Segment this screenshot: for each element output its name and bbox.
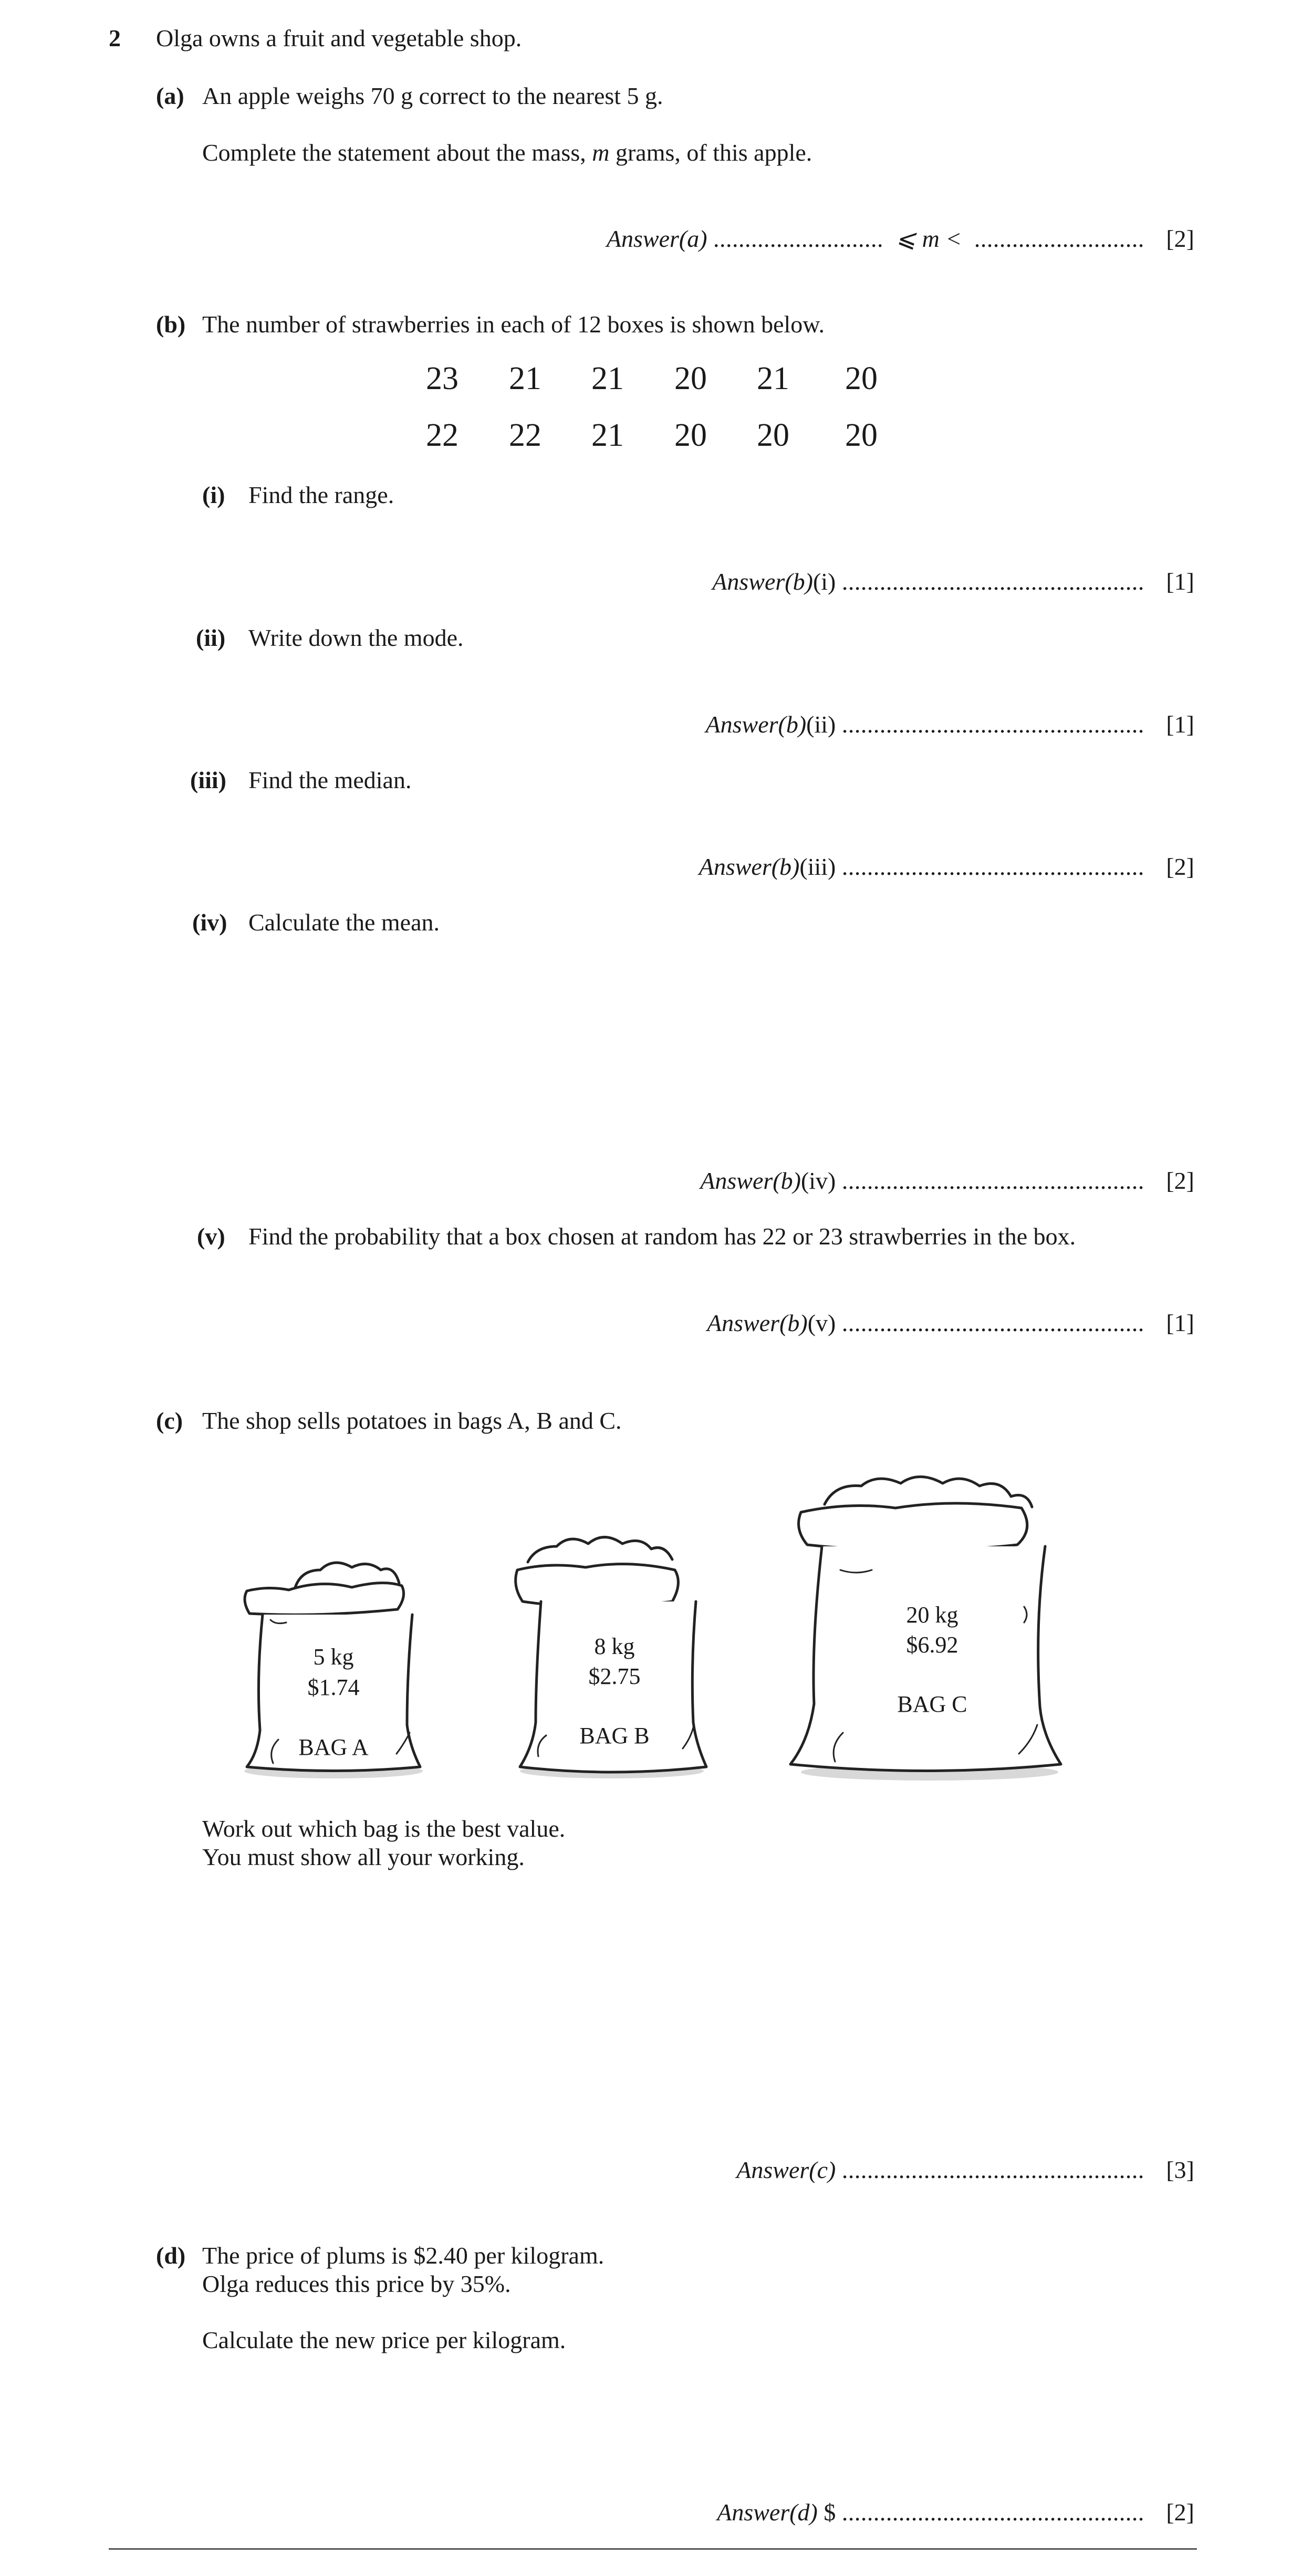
bag-b-price: $2.75 [588,1663,641,1689]
question-intro: Olga owns a fruit and vegetable shop. [156,25,522,51]
answer-field[interactable]: ................................................ [841,568,1144,595]
answer-label: Answer(c) [736,2156,836,2183]
data-value: 21 [591,417,624,453]
subpart-i-label: (i) [202,481,225,508]
answer-label: Answer(b) [699,853,800,880]
part-d-label: (d) [156,2242,186,2269]
answer-field[interactable]: ................................................ [841,853,1144,880]
answer-label: Answer(a) [606,225,707,252]
subpart-i-text: Find the range. [248,481,394,508]
subpart-iv-label: (iv) [192,909,227,936]
part-d-line1: The price of plums is $2.40 per kilogram. [202,2242,604,2269]
subpart-ii-text: Write down the mode. [248,624,464,651]
answer-ref: (iv) [800,1167,836,1194]
answer-ref: (i) [812,568,836,595]
answer-ref: (iii) [799,853,836,880]
marks-badge: [2] [1166,853,1194,880]
data-value: 21 [509,361,541,396]
question-number: 2 [109,25,121,51]
data-value: 22 [426,417,458,453]
part-c-label: (c) [156,1407,183,1434]
marks-badge: [1] [1166,1310,1194,1336]
part-a-line2: Complete the statement about the mass, m grams, of this apple. [202,139,812,166]
bag-c-name: BAG C [897,1691,967,1717]
part-a-line1: An apple weighs 70 g correct to the nearest 5 g. [202,82,663,109]
answer-unit: $ [824,2499,836,2526]
answer-label: Answer(b) [707,1310,808,1336]
data-value: 20 [845,417,878,453]
bag-c-mass: 20 kg [906,1602,958,1628]
page-bottom-rule [109,2548,1197,2550]
subpart-v-text: Find the probability that a box chosen at random has 22 or 23 strawberries in the box. [248,1223,1076,1250]
data-value: 20 [845,361,878,396]
marks-badge: [3] [1166,2156,1194,2183]
part-d-line3: Calculate the new price per kilogram. [202,2327,566,2353]
marks-badge: [1] [1166,568,1194,595]
answer-field[interactable]: ................................................ [841,2499,1144,2526]
inequality-symbols: ⩽ m < [895,225,962,252]
data-value: 23 [426,361,458,396]
part-b-label: (b) [156,311,186,338]
data-value: 20 [674,361,707,396]
bag-a-price: $1.74 [307,1674,360,1700]
marks-badge: [1] [1166,711,1194,738]
bag-a-name: BAG A [298,1734,369,1760]
bag-b-name: BAG B [579,1723,650,1748]
part-c-text: The shop sells potatoes in bags A, B and C. [202,1407,622,1434]
part-d-answer-line [717,2500,1194,2525]
subpart-v-label: (v) [197,1223,225,1250]
bag-b-mass: 8 kg [594,1633,635,1659]
part-b-text: The number of strawberries in each of 12 boxes is shown below. [202,311,825,338]
answer-label: Answer(d) [717,2499,818,2526]
subpart-iv-text: Calculate the mean. [248,909,440,936]
bag-a-mass: 5 kg [313,1644,354,1670]
bag-c-price: $6.92 [906,1632,958,1658]
part-c-instruction2: You must show all your working. [202,1844,525,1870]
part-c-answer-line [736,2158,1194,2182]
answer-ref: (ii) [806,711,836,738]
answer-field[interactable]: ................................................ [841,2156,1144,2183]
subpart-iii-text: Find the median. [248,767,412,793]
data-value: 20 [674,417,707,453]
data-value: 21 [591,361,624,396]
part-a-label: (a) [156,82,184,109]
marks-badge: [2] [1166,225,1194,252]
data-value: 22 [509,417,541,453]
subpart-ii-label: (ii) [196,624,226,651]
part-c-instruction1: Work out which bag is the best value. [202,1815,566,1842]
data-value: 21 [757,361,789,396]
answer-label: Answer(b) [705,711,807,738]
answer-field[interactable]: ................................................ [841,1310,1144,1336]
answer-label: Answer(b) [712,568,813,595]
answer-field[interactable]: ................................................ [841,711,1144,738]
answer-label: Answer(b) [700,1167,801,1194]
answer-ref: (v) [807,1310,836,1336]
marks-badge: [2] [1166,1167,1194,1194]
answer-field-lower[interactable]: ........................... [713,225,884,252]
data-value: 20 [757,417,789,453]
marks-badge: [2] [1166,2499,1194,2526]
answer-field[interactable]: ................................................ [841,1167,1144,1194]
answer-field-upper[interactable]: ........................... [974,225,1144,252]
part-d-line2: Olga reduces this price by 35%. [202,2270,511,2297]
subpart-iii-label: (iii) [190,767,226,793]
bag-c-icon [790,1477,1061,1781]
